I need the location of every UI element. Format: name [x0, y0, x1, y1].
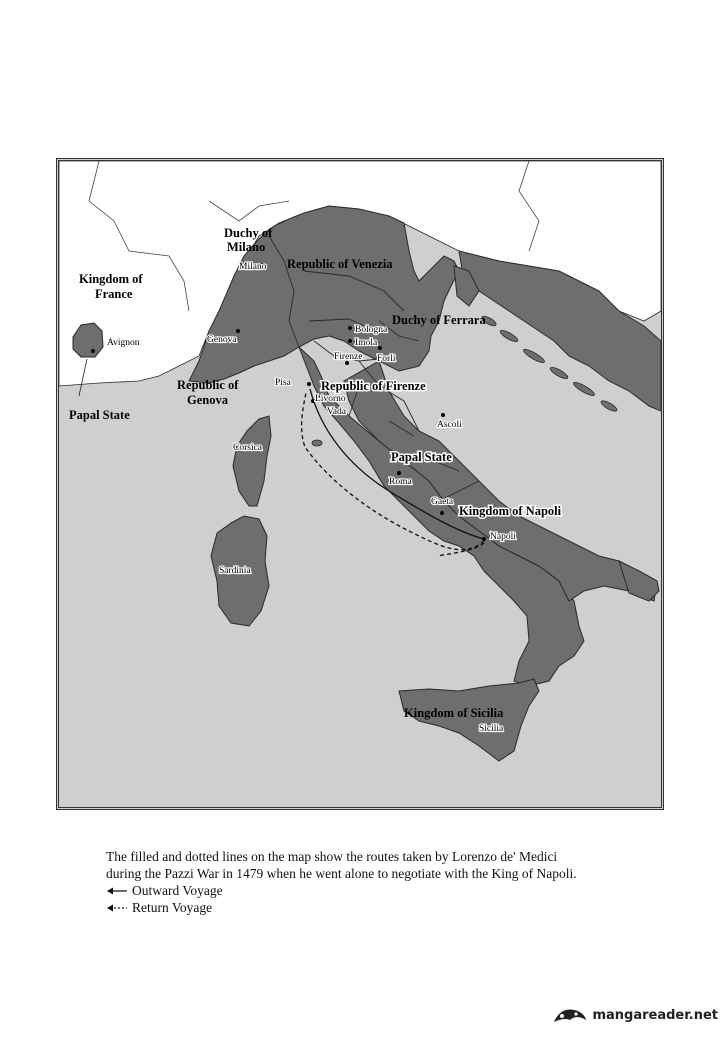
city-livorno: Livorno: [315, 394, 346, 404]
city-sicilia: Sicilia: [479, 724, 504, 734]
italy-map: [59, 161, 661, 807]
label-papal-state: Papal State: [391, 450, 452, 464]
label-kingdom-sicilia: Kingdom of Sicilia: [404, 706, 504, 720]
caption-line-2: during the Pazzi War in 1479 when he went alone to negotiate with the King of Napoli.: [106, 866, 577, 881]
label-duchy-milano-1: Duchy of: [224, 226, 273, 240]
label-kingdom-france-1: Kingdom of: [79, 272, 143, 286]
legend-outward: [106, 882, 666, 899]
label-kingdom-france-2: France: [95, 287, 133, 301]
legend-outward-label: Outward Voyage: [132, 883, 223, 898]
city-milano: Milano: [239, 262, 267, 272]
map-frame: [56, 158, 664, 810]
island-elba: [312, 440, 322, 446]
city-napoli: Napoli: [490, 532, 516, 542]
city-avignon: Avignon: [107, 338, 140, 348]
city-vada: Vada: [327, 407, 346, 417]
label-duchy-milano-2: Milano: [227, 240, 266, 254]
legend-return: [106, 899, 666, 916]
dotted-arrow-icon: [106, 903, 128, 913]
label-republic-venezia: Republic of Venezia: [287, 257, 393, 271]
city-corsica: Corsica: [233, 443, 263, 453]
island-corsica: [233, 416, 271, 506]
watermark: [552, 1004, 718, 1026]
island-sicily: [399, 679, 539, 761]
city-ascoli: Ascoli: [437, 420, 462, 430]
city-bologna: Bologna: [355, 325, 388, 335]
watermark-text: mangareader.net: [592, 1007, 718, 1023]
map-caption: [106, 848, 666, 916]
caption-line-1: The filled and dotted lines on the map show the routes taken by Lorenzo de' Medici: [106, 849, 558, 864]
label-duchy-ferrara: Duchy of Ferrara: [392, 313, 486, 327]
label-republic-firenze: Republic of Firenze: [321, 379, 426, 393]
label-kingdom-napoli: Kingdom of Napoli: [459, 504, 562, 518]
city-genova: Genova: [207, 335, 237, 345]
label-republic-genova-2: Genova: [187, 393, 228, 407]
city-pisa: Pisa: [275, 378, 291, 388]
label-papal-state-avignon: Papal State: [69, 408, 130, 422]
legend-return-label: Return Voyage: [132, 900, 213, 915]
territory-heel: [619, 561, 659, 601]
city-gaeta: Gaeta: [431, 497, 454, 507]
solid-arrow-icon: [106, 886, 128, 896]
label-republic-genova-1: Republic of: [177, 378, 239, 392]
city-sardinia: Sardinia: [219, 566, 251, 576]
city-roma: Roma: [389, 477, 412, 487]
watermark-logo-icon: [552, 1004, 588, 1026]
city-imola: Imola: [355, 338, 378, 348]
city-forli: Forli: [377, 354, 396, 364]
city-firenze: Firenze: [334, 352, 363, 362]
